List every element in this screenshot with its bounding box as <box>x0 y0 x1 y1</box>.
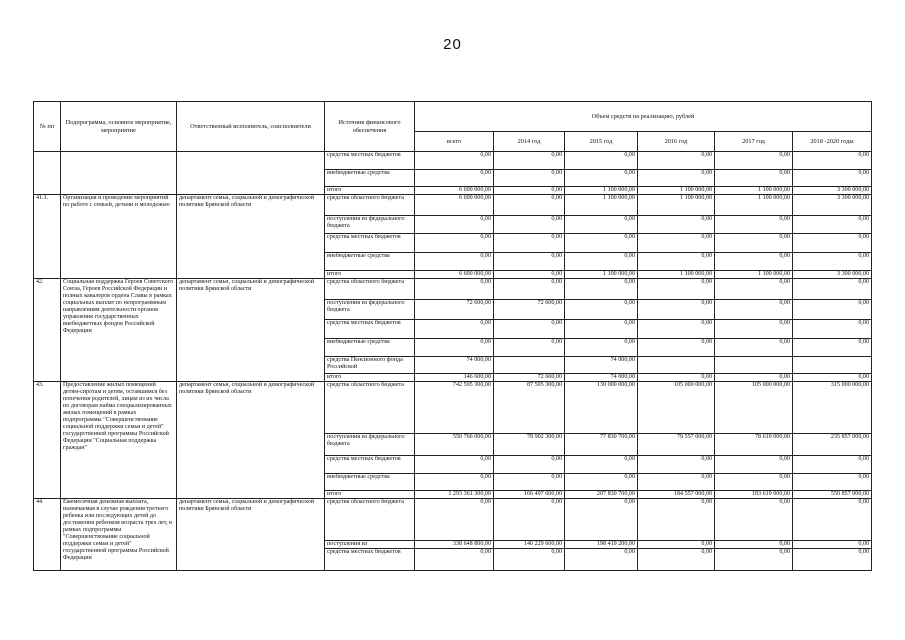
amount-cell: 0,00 <box>715 216 793 234</box>
amount-cell <box>793 357 872 374</box>
amount-cell: 0,00 <box>715 279 793 300</box>
amount-cell: 0,00 <box>415 279 494 300</box>
amount-cell: 0,00 <box>638 541 715 549</box>
amount-cell: 0,00 <box>638 339 715 357</box>
amount-cell: 78 902 300,00 <box>494 434 565 456</box>
amount-cell: 1 100 000,00 <box>715 195 793 216</box>
funding-source: итого <box>325 271 415 279</box>
amount-cell: 0,00 <box>638 549 715 571</box>
amount-cell: 0,00 <box>638 152 715 170</box>
amount-cell: 0,00 <box>793 499 872 541</box>
amount-cell: 0,00 <box>415 474 494 491</box>
amount-cell: 0,00 <box>793 253 872 271</box>
amount-cell: 0,00 <box>715 456 793 474</box>
amount-cell: 0,00 <box>793 549 872 571</box>
amount-cell: 3 300 000,00 <box>793 187 872 195</box>
funding-source: средства местных бюджетов <box>325 152 415 170</box>
amount-cell: 1 100 000,00 <box>638 271 715 279</box>
header-col-2017: 2017 год <box>715 132 793 152</box>
measure-name: Ежемесячная денежная выплата, назначаемая в случае рождения третьего ребенка или последующих детей до достижения ребенком возраста трех лет, в рамках подпрограммы "Совершенствование социальной поддержки семьи и детей" государственной программы Российской Федерации <box>61 499 177 571</box>
amount-cell: 0,00 <box>793 374 872 382</box>
funding-source: средства местных бюджетов <box>325 549 415 571</box>
amount-cell: 79 557 000,00 <box>638 434 715 456</box>
funding-source: поступления из федерального бюджета <box>325 300 415 320</box>
amount-cell: 0,00 <box>793 474 872 491</box>
measure-name: Организация и проведение мероприятий по работе с семьей, детьми и молодежью <box>61 195 177 279</box>
amount-cell <box>638 357 715 374</box>
table-body <box>34 152 872 571</box>
amount-cell: 1 100 000,00 <box>565 271 638 279</box>
funding-source: средства местных бюджетов <box>325 320 415 339</box>
amount-cell: 0,00 <box>494 152 565 170</box>
amount-cell: 0,00 <box>494 187 565 195</box>
funding-source: поступления из федерального бюджета <box>325 434 415 456</box>
amount-cell <box>494 357 565 374</box>
row-number <box>34 152 61 195</box>
table-row <box>34 195 872 216</box>
amount-cell: 0,00 <box>638 170 715 187</box>
row-number: 43. <box>34 382 61 499</box>
amount-cell: 0,00 <box>715 152 793 170</box>
amount-cell: 0,00 <box>715 541 793 549</box>
measure-name: Социальная поддержка Героев Советского Союза, Героев Российской Федерации и полных кавалеров ордена Славы в рамках социальных выплат по непрограммным направлениям деятельности органов управления государственных внебюджетных фондов Российской Федерации <box>61 279 177 382</box>
amount-cell: 0,00 <box>715 320 793 339</box>
amount-cell: 0,00 <box>494 279 565 300</box>
amount-cell: 0,00 <box>565 170 638 187</box>
amount-cell: 235 857 000,00 <box>793 434 872 456</box>
amount-cell: 1 100 000,00 <box>638 187 715 195</box>
amount-cell: 6 600 000,00 <box>415 271 494 279</box>
amount-cell: 1 100 000,00 <box>715 187 793 195</box>
amount-cell: 183 619 000,00 <box>715 491 793 499</box>
amount-cell: 0,00 <box>638 374 715 382</box>
amount-cell: 0,00 <box>565 300 638 320</box>
header-col-2015: 2015 год <box>565 132 638 152</box>
amount-cell: 198 419 200,00 <box>565 541 638 549</box>
amount-cell: 0,00 <box>638 253 715 271</box>
amount-cell: 0,00 <box>565 320 638 339</box>
amount-cell: 140 229 600,00 <box>494 541 565 549</box>
amount-cell: 0,00 <box>415 549 494 571</box>
amount-cell: 0,00 <box>415 456 494 474</box>
amount-cell: 1 100 000,00 <box>565 187 638 195</box>
amount-cell: 0,00 <box>494 170 565 187</box>
header-num: № пп <box>34 102 61 152</box>
amount-cell: 1 100 000,00 <box>715 271 793 279</box>
amount-cell: 0,00 <box>494 499 565 541</box>
funding-source: средства областного бюджета <box>325 382 415 434</box>
amount-cell: 0,00 <box>415 216 494 234</box>
amount-cell: 0,00 <box>715 374 793 382</box>
amount-cell: 0,00 <box>494 549 565 571</box>
table-row <box>34 279 872 300</box>
amount-cell: 0,00 <box>793 300 872 320</box>
header-subprogram: Подпрограмма, основное мероприятие, мероприятие <box>61 102 177 152</box>
amount-cell: 1 100 000,00 <box>565 195 638 216</box>
amount-cell: 87 595 300,00 <box>494 382 565 434</box>
amount-cell: 0,00 <box>793 541 872 549</box>
funding-source: поступления из <box>325 541 415 549</box>
funding-source: итого <box>325 374 415 382</box>
header-col-total: всего <box>415 132 494 152</box>
amount-cell: 0,00 <box>565 152 638 170</box>
row-number: 41.1. <box>34 195 61 279</box>
amount-cell: 0,00 <box>638 234 715 253</box>
amount-cell: 0,00 <box>494 195 565 216</box>
budget-table <box>33 101 872 571</box>
amount-cell: 105 000 000,00 <box>715 382 793 434</box>
funding-source: внебюджетные средства <box>325 339 415 357</box>
executor-name: департамент семьи, социальной и демографической политики Брянской области <box>177 279 325 382</box>
amount-cell: 0,00 <box>715 549 793 571</box>
amount-cell: 3 300 000,00 <box>793 195 872 216</box>
amount-cell: 0,00 <box>793 170 872 187</box>
funding-source: итого <box>325 491 415 499</box>
amount-cell: 338 648 800,00 <box>415 541 494 549</box>
amount-cell: 0,00 <box>565 234 638 253</box>
amount-cell: 0,00 <box>638 216 715 234</box>
amount-cell: 0,00 <box>715 253 793 271</box>
amount-cell: 0,00 <box>793 216 872 234</box>
amount-cell: 0,00 <box>494 320 565 339</box>
funding-source: внебюджетные средства <box>325 474 415 491</box>
amount-cell: 0,00 <box>715 339 793 357</box>
amount-cell: 0,00 <box>565 253 638 271</box>
funding-source: средства областного бюджета <box>325 499 415 541</box>
amount-cell: 72 600,00 <box>494 300 565 320</box>
amount-cell: 0,00 <box>638 279 715 300</box>
amount-cell: 0,00 <box>415 320 494 339</box>
amount-cell: 0,00 <box>494 456 565 474</box>
table-row <box>34 382 872 434</box>
header-source: Источник финансового обеспечения <box>325 102 415 152</box>
amount-cell: 0,00 <box>715 474 793 491</box>
amount-cell: 0,00 <box>415 253 494 271</box>
amount-cell: 550 766 000,00 <box>415 434 494 456</box>
amount-cell: 0,00 <box>565 279 638 300</box>
amount-cell: 0,00 <box>415 499 494 541</box>
amount-cell: 0,00 <box>638 474 715 491</box>
amount-cell: 0,00 <box>715 499 793 541</box>
amount-cell: 146 600,00 <box>415 374 494 382</box>
amount-cell: 6 600 000,00 <box>415 195 494 216</box>
amount-cell: 550 857 000,00 <box>793 491 872 499</box>
amount-cell: 0,00 <box>638 456 715 474</box>
amount-cell: 0,00 <box>565 474 638 491</box>
amount-cell: 0,00 <box>638 320 715 339</box>
amount-cell: 0,00 <box>565 216 638 234</box>
amount-cell: 0,00 <box>793 152 872 170</box>
amount-cell: 72 600,00 <box>494 374 565 382</box>
amount-cell: 0,00 <box>494 234 565 253</box>
funding-source: средства областного бюджета <box>325 195 415 216</box>
amount-cell: 315 000 000,00 <box>793 382 872 434</box>
amount-cell: 0,00 <box>793 339 872 357</box>
amount-cell: 166 497 600,00 <box>494 491 565 499</box>
executor-name: департамент семьи, социальной и демографической политики Брянской области <box>177 195 325 279</box>
amount-cell: 0,00 <box>793 279 872 300</box>
header-col-2018-2020: 2018 -2020 годы <box>793 132 872 152</box>
amount-cell <box>715 357 793 374</box>
table-row <box>34 499 872 541</box>
measure-name: Предоставление жилых помещений детям-сиротам и детям, оставшимся без попечения родителей, лицам из их числа по договорам найма специализированных жилых помещений в рамках подпрограммы "Совершенствование социальной поддержки семьи и детей" государственной программы Российской Федерации "Социальная поддержка граждан" <box>61 382 177 499</box>
amount-cell: 184 557 000,00 <box>638 491 715 499</box>
funding-source: средства Пенсионного фонда Российской <box>325 357 415 374</box>
amount-cell: 0,00 <box>715 170 793 187</box>
amount-cell: 0,00 <box>415 234 494 253</box>
executor-name: департамент семьи, социальной и демографической политики Брянской области <box>177 382 325 499</box>
amount-cell: 0,00 <box>415 339 494 357</box>
row-number: 44. <box>34 499 61 571</box>
amount-cell: 0,00 <box>638 499 715 541</box>
amount-cell: 3 300 000,00 <box>793 271 872 279</box>
amount-cell: 0,00 <box>793 234 872 253</box>
row-number: 42. <box>34 279 61 382</box>
header-executor: Ответственный исполнитель, соисполнители <box>177 102 325 152</box>
amount-cell: 78 619 000,00 <box>715 434 793 456</box>
amount-cell: 0,00 <box>715 234 793 253</box>
amount-cell: 0,00 <box>494 271 565 279</box>
amount-cell: 0,00 <box>793 456 872 474</box>
funding-source: итого <box>325 187 415 195</box>
header-col-2016: 2016 год <box>638 132 715 152</box>
amount-cell: 1 100 000,00 <box>638 195 715 216</box>
amount-cell: 0,00 <box>565 456 638 474</box>
amount-cell: 77 830 700,00 <box>565 434 638 456</box>
amount-cell: 0,00 <box>715 300 793 320</box>
amount-cell: 0,00 <box>494 253 565 271</box>
executor-name <box>177 152 325 195</box>
funding-source: поступления из федерального бюджета <box>325 216 415 234</box>
amount-cell: 0,00 <box>565 339 638 357</box>
funding-source: средства областного бюджета <box>325 279 415 300</box>
amount-cell: 1 293 361 300,00 <box>415 491 494 499</box>
amount-cell: 207 830 700,00 <box>565 491 638 499</box>
table-row <box>34 152 872 170</box>
header-col-2014: 2014 год <box>494 132 565 152</box>
amount-cell: 74 000,00 <box>565 374 638 382</box>
funding-source: внебюджетные средства <box>325 253 415 271</box>
amount-cell: 0,00 <box>793 320 872 339</box>
amount-cell: 105 000 000,00 <box>638 382 715 434</box>
amount-cell: 0,00 <box>494 474 565 491</box>
amount-cell: 74 000,00 <box>415 357 494 374</box>
measure-name <box>61 152 177 195</box>
executor-name: департамент семьи, социальной и демографической политики Брянской области <box>177 499 325 571</box>
amount-cell: 130 000 000,00 <box>565 382 638 434</box>
amount-cell: 0,00 <box>494 339 565 357</box>
amount-cell: 6 600 000,00 <box>415 187 494 195</box>
amount-cell: 0,00 <box>565 549 638 571</box>
amount-cell: 0,00 <box>565 499 638 541</box>
amount-cell: 0,00 <box>494 216 565 234</box>
page-number: 20 <box>443 36 462 53</box>
amount-cell: 0,00 <box>638 300 715 320</box>
header-volume: Объем средств на реализацию, рублей <box>415 102 872 132</box>
funding-source: средства местных бюджетов <box>325 456 415 474</box>
amount-cell: 0,00 <box>415 152 494 170</box>
funding-source: внебюджетные средства <box>325 170 415 187</box>
amount-cell: 74 000,00 <box>565 357 638 374</box>
amount-cell: 72 600,00 <box>415 300 494 320</box>
amount-cell: 742 595 300,00 <box>415 382 494 434</box>
amount-cell: 0,00 <box>415 170 494 187</box>
funding-source: средства местных бюджетов <box>325 234 415 253</box>
